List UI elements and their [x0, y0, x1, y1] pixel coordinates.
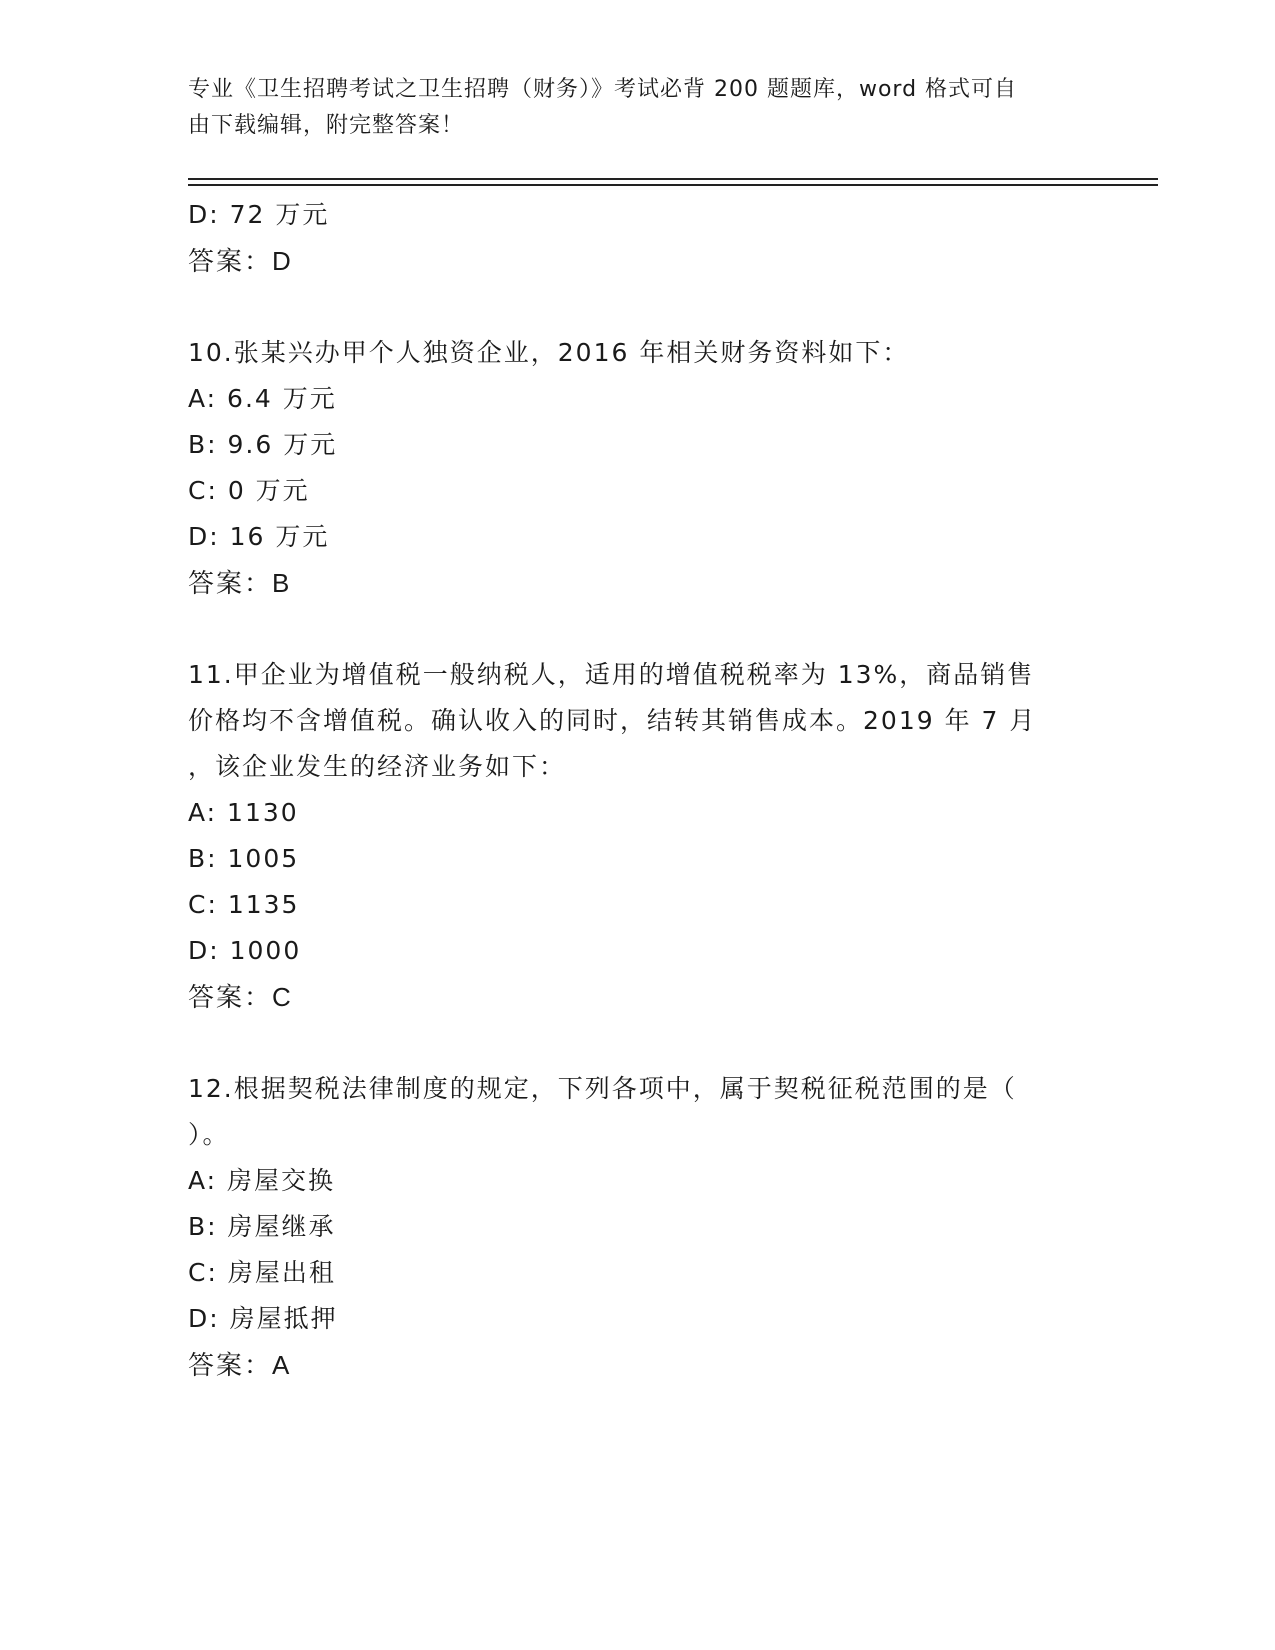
question-11 — [188, 652, 1068, 1020]
option-a: A: 6.4 万元 — [188, 384, 337, 413]
option-d: D: 72 万元 — [188, 200, 330, 229]
option-a: A: 房屋交换 — [188, 1166, 336, 1195]
answer: 答案：D — [188, 246, 293, 276]
spacer — [188, 284, 1068, 330]
option-d: D: 1000 — [188, 936, 302, 965]
option-a: A: 1130 — [188, 798, 299, 827]
option-c: C: 1135 — [188, 890, 300, 919]
question-stem-line-2: 价格均不含增值税。确认收入的同时，结转其销售成本。2019 年 7 月 — [188, 706, 1037, 735]
header-divider-top — [188, 178, 1158, 180]
header-line-2: 由下载编辑，附完整答案！ — [188, 113, 465, 138]
option-b: B: 房屋继承 — [188, 1212, 336, 1241]
question-stem-line-3: ，该企业发生的经济业务如下： — [188, 752, 567, 781]
answer: 答案：A — [188, 1350, 292, 1380]
option-b: B: 9.6 万元 — [188, 430, 338, 459]
question-list — [188, 192, 1068, 1388]
spacer — [188, 606, 1068, 652]
question-stem: 10.张某兴办甲个人独资企业，2016 年相关财务资料如下： — [188, 338, 910, 367]
option-d: D: 房屋抵押 — [188, 1304, 338, 1333]
question-9-tail — [188, 192, 1068, 284]
option-d: D: 16 万元 — [188, 522, 330, 551]
page-header — [188, 72, 1068, 144]
question-stem-line-1: 11.甲企业为增值税一般纳税人，适用的增值税税率为 13%，商品销售 — [188, 660, 1035, 689]
question-stem-line-2: ）。 — [188, 1120, 230, 1149]
option-c: C: 0 万元 — [188, 476, 310, 505]
header-divider-bottom — [188, 184, 1158, 186]
question-stem-line-1: 12.根据契税法律制度的规定，下列各项中，属于契税征税范围的是（ — [188, 1074, 1017, 1103]
option-b: B: 1005 — [188, 844, 300, 873]
option-c: C: 房屋出租 — [188, 1258, 336, 1287]
spacer — [188, 1020, 1068, 1066]
header-line-1: 专业《卫生招聘考试之卫生招聘（财务）》考试必背 200 题题库，word 格式可自 — [188, 77, 1018, 102]
question-10 — [188, 330, 1068, 606]
question-12 — [188, 1066, 1068, 1388]
answer: 答案：C — [188, 982, 293, 1012]
answer: 答案：B — [188, 568, 292, 598]
